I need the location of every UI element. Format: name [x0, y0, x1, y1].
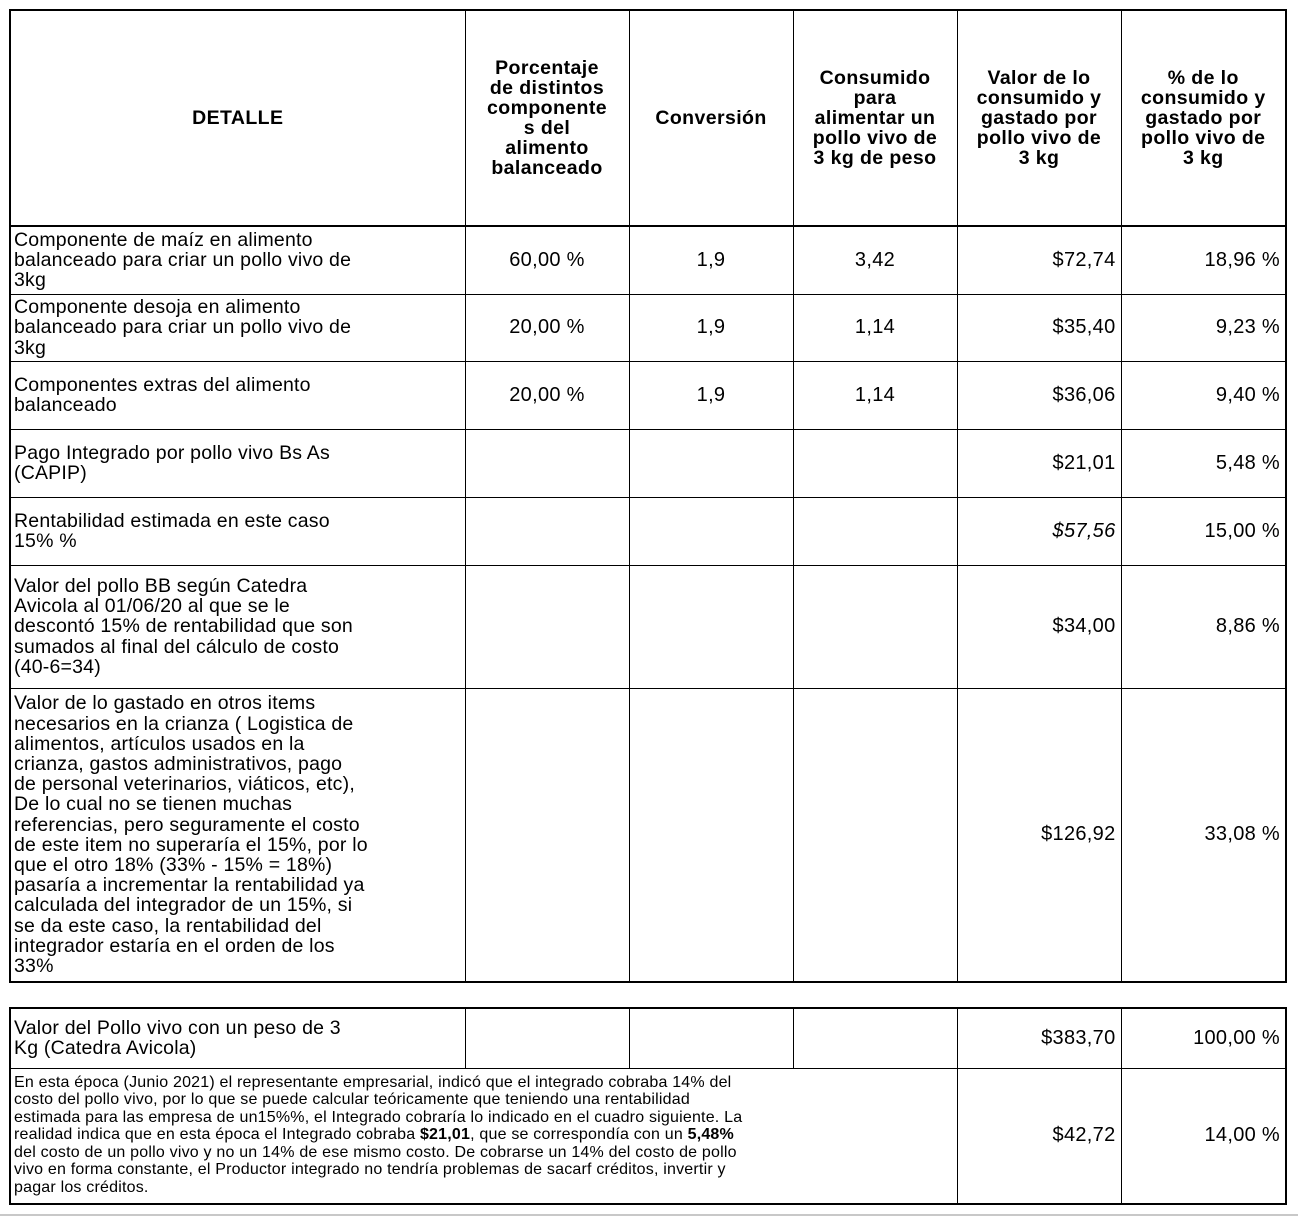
total-pct: 100,00 %	[1121, 1008, 1286, 1068]
note-bold-amount: $21,01	[419, 1126, 471, 1143]
total-valor: $383,70	[957, 1008, 1121, 1068]
cost-table	[9, 9, 1287, 983]
row-porcentaje: 60,00 %	[465, 226, 629, 294]
empty-cell	[629, 1008, 793, 1068]
empty-cell	[465, 688, 629, 982]
row-detail: Valor de lo gastado en otros items necesarios en la crianza ( Logistica de alimentos, artículos usados en la crianza, gastos administrativos, pago de personal veterinarios, viáticos, etc), De lo cual no se tienen muchas referencias, pero seguramente el costo de este item no superaría el 15%, por lo que el otro 18% (33% - 15% = 18%) pasaría a incrementar la rentabilidad ya calculada del integrador de un 15%, si se da este caso, la rentabilidad del integrador estaría en el orden de los 33%	[10, 688, 465, 982]
row-pct: 33,08 %	[1121, 688, 1286, 982]
row-pct: 9,23 %	[1121, 294, 1286, 361]
empty-cell	[465, 565, 629, 688]
empty-cell	[629, 497, 793, 565]
header-porcentaje: Porcentaje de distintos componente s del alimento balanceado	[465, 10, 629, 226]
row-valor: $126,92	[957, 688, 1121, 982]
header-row	[10, 10, 1286, 226]
note-pct: 14,00 %	[1121, 1068, 1286, 1204]
row-consumido: 1,14	[793, 294, 957, 361]
empty-cell	[793, 429, 957, 497]
row-detail: Valor del pollo BB según Catedra Avicola al 01/06/20 al que se le descontó 15% de rentabilidad que son sumados al final del cálculo de costo (40-6=34)	[10, 565, 465, 688]
row-valor: $36,06	[957, 361, 1121, 429]
header-consumido: Consumido para alimentar un pollo vivo de 3 kg de peso	[793, 10, 957, 226]
note-row	[10, 1068, 1286, 1204]
empty-cell	[793, 1008, 957, 1068]
row-detail: Componente de maíz en alimento balanceado para criar un pollo vivo de 3kg	[10, 226, 465, 294]
header-pct-consumido: % de lo consumido y gastado por pollo vivo de 3 kg	[1121, 10, 1286, 226]
empty-cell	[793, 688, 957, 982]
row-pct: 15,00 %	[1121, 497, 1286, 565]
empty-cell	[465, 429, 629, 497]
row-conversion: 1,9	[629, 294, 793, 361]
row-detail: Rentabilidad estimada en este caso 15% %	[10, 497, 465, 565]
row-conversion: 1,9	[629, 226, 793, 294]
row-valor: $57,56	[957, 497, 1121, 565]
summary-table	[9, 1007, 1287, 1205]
header-valor: Valor de lo consumido y gastado por pollo vivo de 3 kg	[957, 10, 1121, 226]
row-consumido: 3,42	[793, 226, 957, 294]
empty-cell	[629, 688, 793, 982]
table-row	[10, 429, 1286, 497]
empty-cell	[629, 565, 793, 688]
table-row	[10, 565, 1286, 688]
header-detalle: DETALLE	[10, 10, 465, 226]
empty-cell	[629, 429, 793, 497]
row-pct: 5,48 %	[1121, 429, 1286, 497]
row-detail: Componente desoja en alimento balanceado para criar un pollo vivo de 3kg	[10, 294, 465, 361]
row-valor: $35,40	[957, 294, 1121, 361]
note-valor: $42,72	[957, 1068, 1121, 1204]
row-pct: 18,96 %	[1121, 226, 1286, 294]
table-row	[10, 294, 1286, 361]
integrado-note: En esta época (Junio 2021) el representante empresarial, indicó que el integrado cobraba 14% del costo del pollo vivo, por lo que se puede calcular teóricamente que teniendo una rentabilidad estimada para las empresa de un15%%, el Integrado cobraría lo indicado en el cuadro siguiente. La realidad indica que en esta época el Integrado cobraba $21,01, que se correspondía con un 5,48% del costo de un pollo vivo y no un 14% de ese mismo costo. De cobrarse un 14% del costo de pollo vivo en forma constante, el Productor integrado no tendría problemas de sacarf créditos, invertir y pagar los créditos.	[10, 1068, 957, 1204]
row-detail: Pago Integrado por pollo vivo Bs As (CAPIP)	[10, 429, 465, 497]
total-row	[10, 1008, 1286, 1068]
row-pct: 8,86 %	[1121, 565, 1286, 688]
empty-cell	[793, 565, 957, 688]
row-porcentaje: 20,00 %	[465, 294, 629, 361]
row-valor: $72,74	[957, 226, 1121, 294]
header-conversion: Conversión	[629, 10, 793, 226]
total-detail: Valor del Pollo vivo con un peso de 3 Kg (Catedra Avicola)	[10, 1008, 465, 1068]
empty-cell	[465, 1008, 629, 1068]
row-porcentaje: 20,00 %	[465, 361, 629, 429]
table-row	[10, 226, 1286, 294]
empty-cell	[793, 497, 957, 565]
row-pct: 9,40 %	[1121, 361, 1286, 429]
table-row	[10, 361, 1286, 429]
row-valor: $21,01	[957, 429, 1121, 497]
row-valor: $34,00	[957, 565, 1121, 688]
table-row	[10, 688, 1286, 982]
note-bold-percent: 5,48%	[687, 1126, 734, 1143]
row-consumido: 1,14	[793, 361, 957, 429]
empty-cell	[465, 497, 629, 565]
bottom-divider	[0, 1214, 1298, 1216]
row-conversion: 1,9	[629, 361, 793, 429]
row-detail: Componentes extras del alimento balanceado	[10, 361, 465, 429]
table-row	[10, 497, 1286, 565]
